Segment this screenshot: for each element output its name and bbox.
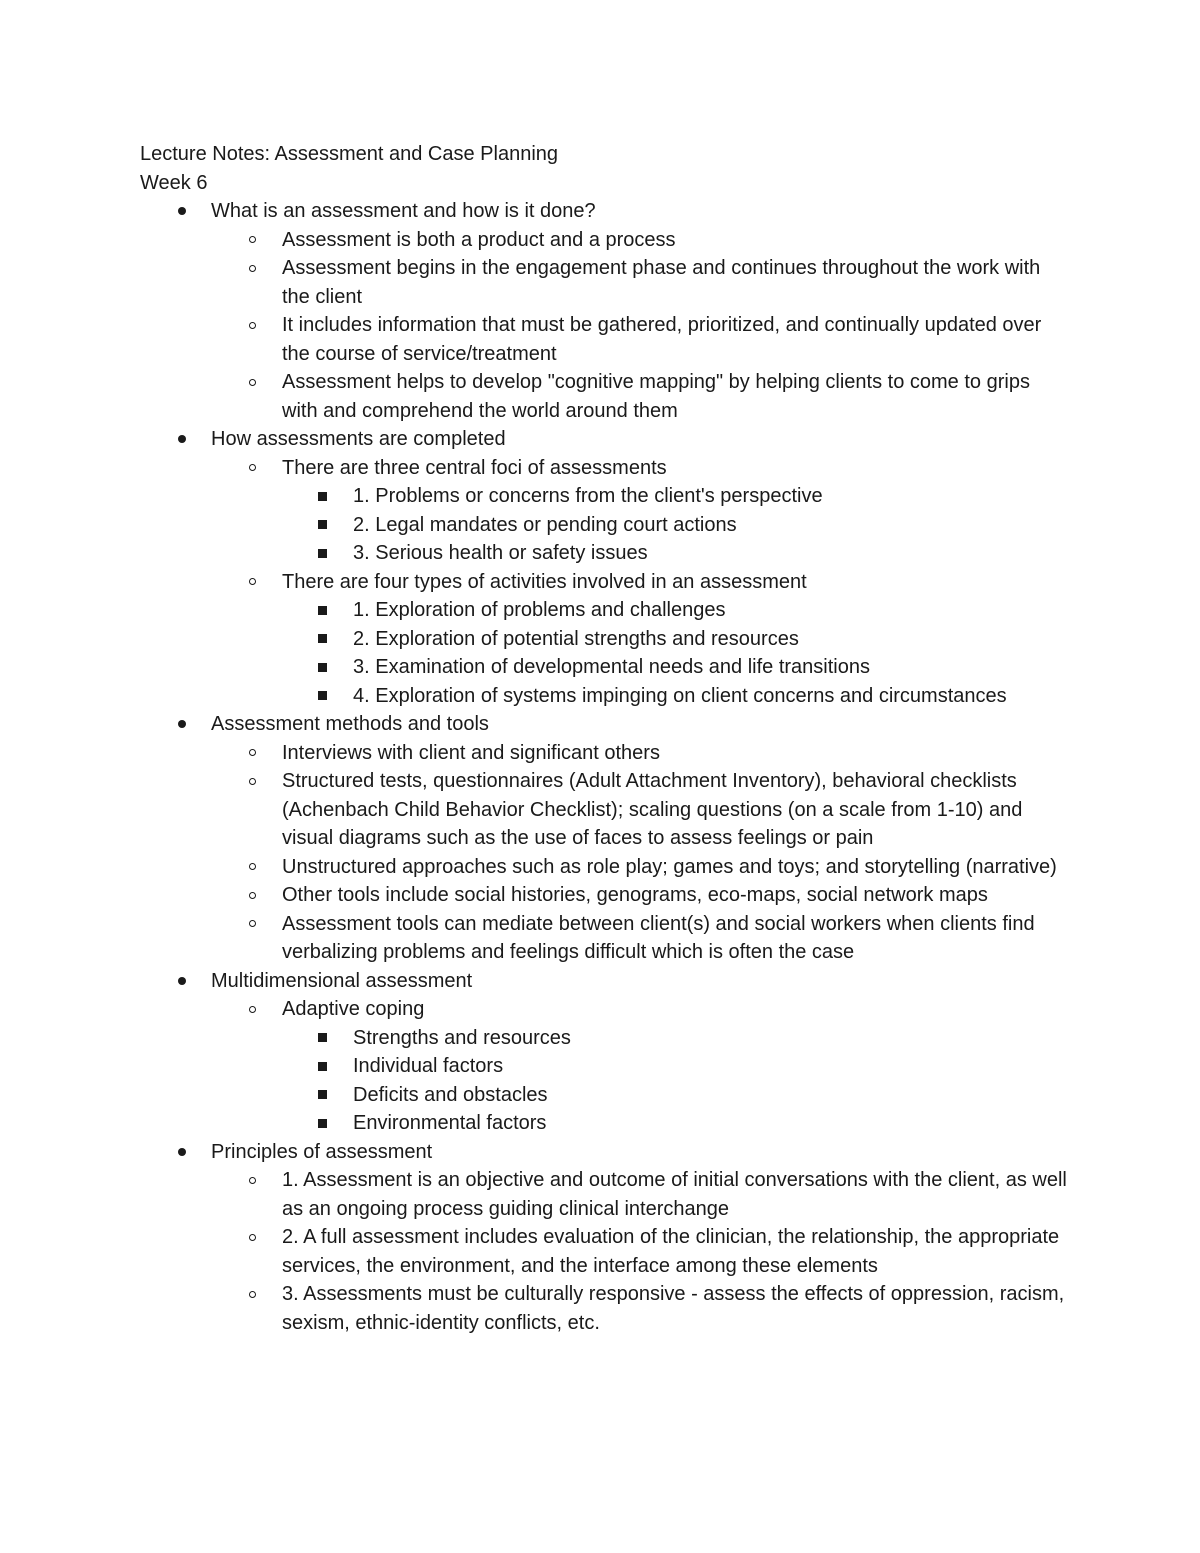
section-item (211, 767, 1070, 853)
square-bullet-icon-wrap (318, 625, 327, 654)
sub-item (282, 1024, 1070, 1053)
sub-item-text: 3. Serious health or safety issues (353, 542, 648, 564)
square-bullet-icon (318, 663, 327, 672)
section-item-text: There are three central foci of assessments (282, 456, 667, 479)
sub-item-text: Deficits and obstacles (353, 1083, 548, 1106)
hollow-circle-bullet-icon (249, 892, 256, 899)
hollow-circle-bullet-icon-wrap (249, 454, 256, 483)
section-item (211, 910, 1070, 967)
hollow-circle-bullet-icon-wrap (249, 254, 256, 283)
outline-section (140, 967, 1070, 1138)
filled-circle-bullet-icon-wrap (178, 425, 186, 454)
square-bullet-icon-wrap (318, 1024, 327, 1053)
hollow-circle-bullet-icon (249, 1006, 256, 1013)
hollow-circle-bullet-icon-wrap (249, 368, 256, 397)
hollow-circle-bullet-icon-wrap (249, 568, 256, 597)
filled-circle-bullet-icon (178, 1148, 186, 1156)
square-bullet-icon (318, 606, 327, 615)
hollow-circle-bullet-icon-wrap (249, 1166, 256, 1195)
section-item (211, 995, 1070, 1138)
square-bullet-icon-wrap (318, 1052, 327, 1081)
sub-item-text: Strengths and resources (353, 1026, 571, 1049)
outline-section (140, 710, 1070, 967)
sub-item-text: 2. Legal mandates or pending court actions (353, 513, 737, 536)
filled-circle-bullet-icon-wrap (178, 1138, 186, 1167)
section-item-list (211, 739, 1070, 967)
hollow-circle-bullet-icon-wrap (249, 1223, 256, 1252)
section-item (211, 1166, 1070, 1223)
hollow-circle-bullet-icon (249, 778, 256, 785)
outline-list (140, 197, 1070, 1337)
section-item-text: Interviews with client and significant others (282, 741, 660, 764)
sub-item-text: 1. Exploration of problems and challenges (353, 599, 726, 621)
section-item (211, 881, 1070, 910)
outline-section (140, 197, 1070, 425)
hollow-circle-bullet-icon (249, 265, 256, 272)
filled-circle-bullet-icon-wrap (178, 967, 186, 996)
section-item-text: Assessment tools can mediate between client(s) and social workers when clients find verbalizing problems and feelings difficult which is often the case (282, 912, 1035, 963)
hollow-circle-bullet-icon-wrap (249, 226, 256, 255)
section-item (211, 739, 1070, 768)
sub-item-list (282, 482, 1070, 568)
section-item-list (211, 226, 1070, 426)
square-bullet-icon-wrap (318, 653, 327, 682)
filled-circle-bullet-icon (178, 435, 186, 443)
square-bullet-icon (318, 492, 327, 501)
hollow-circle-bullet-icon-wrap (249, 881, 256, 910)
section-item-text: 1. Assessment is an objective and outcome of initial conversations with the client, as well as an ongoing process guiding clinical interchange (282, 1169, 1067, 1220)
section-heading: Multidimensional assessment (211, 969, 473, 992)
section-item-text: Assessment is both a product and a process (282, 228, 676, 251)
outline-section (140, 1138, 1070, 1338)
section-item-list (211, 1166, 1070, 1337)
hollow-circle-bullet-icon-wrap (249, 767, 256, 796)
filled-circle-bullet-icon-wrap (178, 197, 186, 226)
section-item-text: Structured tests, questionnaires (Adult Attachment Inventory), behavioral checklists (Achenbach Child Behavior Checklist); scaling questions (on a scale from 1-10) and visual diagrams such as the use of faces to assess feelings or pain (282, 770, 1023, 849)
square-bullet-icon-wrap (318, 1109, 327, 1138)
section-item-text: Other tools include social histories, genograms, eco-maps, social network maps (282, 884, 988, 906)
sub-item (282, 653, 1070, 682)
sub-item (282, 482, 1070, 511)
sub-item-text: 3. Examination of developmental needs and life transitions (353, 656, 870, 678)
week-label: Week 6 (140, 171, 208, 194)
sub-item (282, 1052, 1070, 1081)
hollow-circle-bullet-icon-wrap (249, 910, 256, 939)
document-title: Lecture Notes: Assessment and Case Planning (140, 143, 559, 165)
section-item-text: 3. Assessments must be culturally responsive - assess the effects of oppression, racism, sexism, ethnic-identity conflicts, etc. (282, 1283, 1065, 1334)
hollow-circle-bullet-icon (249, 1177, 256, 1184)
section-item (211, 568, 1070, 711)
square-bullet-icon (318, 691, 327, 700)
hollow-circle-bullet-icon (249, 1234, 256, 1241)
filled-circle-bullet-icon (178, 720, 186, 728)
section-heading: What is an assessment and how is it done? (211, 200, 596, 222)
section-item (211, 226, 1070, 255)
section-heading: Assessment methods and tools (211, 713, 489, 735)
filled-circle-bullet-icon (178, 977, 186, 985)
section-item (211, 1223, 1070, 1280)
sub-item-text: 2. Exploration of potential strengths and resources (353, 627, 799, 650)
sub-item (282, 682, 1070, 711)
section-item-text: Adaptive coping (282, 998, 425, 1020)
hollow-circle-bullet-icon-wrap (249, 995, 256, 1024)
sub-item (282, 511, 1070, 540)
section-item-text: 2. A full assessment includes evaluation of the clinician, the relationship, the appropriate services, the environment, and the interface among these elements (282, 1226, 1060, 1277)
section-item (211, 311, 1070, 368)
hollow-circle-bullet-icon (249, 236, 256, 243)
square-bullet-icon (318, 549, 327, 558)
sub-item (282, 539, 1070, 568)
section-item-text: Unstructured approaches such as role play; games and toys; and storytelling (narrative) (282, 855, 1057, 878)
square-bullet-icon (318, 520, 327, 529)
section-item-text: Assessment helps to develop "cognitive mapping" by helping clients to come to grips with and comprehend the world around them (282, 371, 1030, 422)
section-item-list (211, 995, 1070, 1138)
sub-item (282, 625, 1070, 654)
hollow-circle-bullet-icon (249, 464, 256, 471)
filled-circle-bullet-icon-wrap (178, 710, 186, 739)
sub-item-list (282, 596, 1070, 710)
hollow-circle-bullet-icon (249, 863, 256, 870)
section-item-text: Assessment begins in the engagement phase and continues throughout the work with the client (282, 257, 1041, 308)
sub-item (282, 596, 1070, 625)
hollow-circle-bullet-icon (249, 749, 256, 756)
document-page (140, 140, 1070, 1337)
square-bullet-icon-wrap (318, 682, 327, 711)
sub-item-text: Individual factors (353, 1055, 504, 1077)
section-item (211, 454, 1070, 568)
section-item-text: It includes information that must be gathered, prioritized, and continually updated over the course of service/treatment (282, 314, 1042, 365)
square-bullet-icon (318, 1062, 327, 1071)
square-bullet-icon (318, 1119, 327, 1128)
filled-circle-bullet-icon (178, 207, 186, 215)
square-bullet-icon-wrap (318, 1081, 327, 1110)
square-bullet-icon (318, 1090, 327, 1099)
sub-item-list (282, 1024, 1070, 1138)
outline-section (140, 425, 1070, 710)
hollow-circle-bullet-icon-wrap (249, 739, 256, 768)
sub-item (282, 1109, 1070, 1138)
hollow-circle-bullet-icon (249, 322, 256, 329)
section-heading: Principles of assessment (211, 1140, 433, 1163)
section-item (211, 368, 1070, 425)
sub-item-text: 4. Exploration of systems impinging on client concerns and circumstances (353, 684, 1007, 707)
section-item-list (211, 454, 1070, 711)
square-bullet-icon-wrap (318, 539, 327, 568)
sub-item-text: 1. Problems or concerns from the client's perspective (353, 485, 823, 507)
section-item (211, 254, 1070, 311)
section-item (211, 1280, 1070, 1337)
square-bullet-icon-wrap (318, 511, 327, 540)
square-bullet-icon-wrap (318, 482, 327, 511)
hollow-circle-bullet-icon-wrap (249, 1280, 256, 1309)
section-heading: How assessments are completed (211, 428, 506, 450)
square-bullet-icon (318, 634, 327, 643)
sub-item-text: Environmental factors (353, 1112, 547, 1134)
section-item (211, 853, 1070, 882)
hollow-circle-bullet-icon (249, 379, 256, 386)
square-bullet-icon-wrap (318, 596, 327, 625)
section-item-text: There are four types of activities involved in an assessment (282, 570, 807, 593)
sub-item (282, 1081, 1070, 1110)
hollow-circle-bullet-icon (249, 578, 256, 585)
square-bullet-icon (318, 1033, 327, 1042)
hollow-circle-bullet-icon (249, 1291, 256, 1298)
hollow-circle-bullet-icon-wrap (249, 311, 256, 340)
hollow-circle-bullet-icon (249, 920, 256, 927)
hollow-circle-bullet-icon-wrap (249, 853, 256, 882)
